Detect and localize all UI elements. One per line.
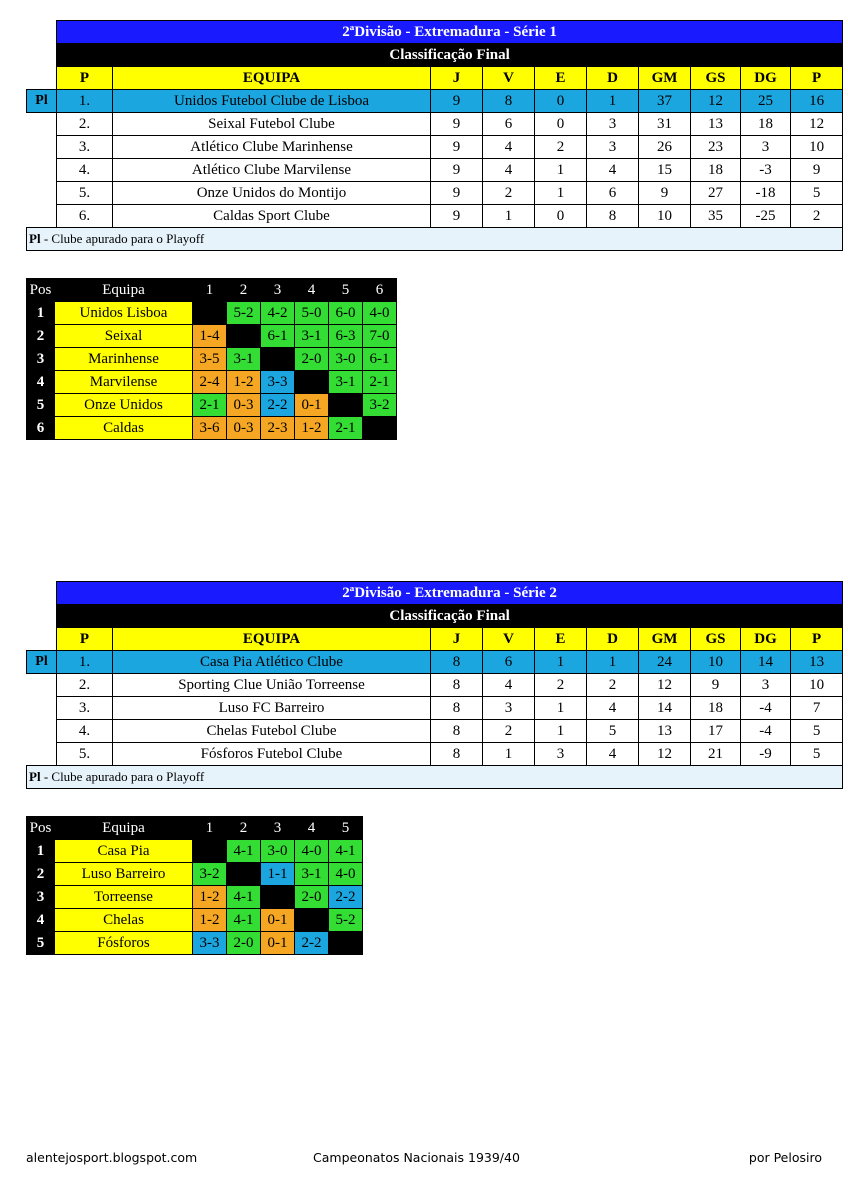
cell: 5. [57,182,113,205]
cell: 1. [57,90,113,113]
table-title: 2ªDivisão - Extremadura - Série 2 [57,582,843,605]
result-cell: 5-2 [329,909,363,932]
result-cell: 2-1 [329,417,363,440]
result-cell: 0-3 [227,417,261,440]
cell: 3 [587,113,639,136]
team-name: Luso Barreiro [55,863,193,886]
self-cell [329,932,363,955]
cell: 37 [639,90,691,113]
cell: 6 [483,651,535,674]
playoff-badge: Pl [27,90,57,113]
cell: 3 [587,136,639,159]
cell: 1 [535,159,587,182]
cell: 35 [691,205,741,228]
self-cell [261,348,295,371]
cell: 5 [587,720,639,743]
result-cell: 3-5 [193,348,227,371]
col-header: P [791,628,843,651]
team-name: Chelas [55,909,193,932]
result-cell: 1-4 [193,325,227,348]
cell: 9 [431,90,483,113]
position: 3 [27,886,55,909]
result-cell: 1-1 [261,863,295,886]
cell: 6. [57,205,113,228]
matrix-row [27,302,397,325]
cell: 2 [483,720,535,743]
cell: 26 [639,136,691,159]
team-name: Sporting Clue União Torreense [113,674,431,697]
position: 4 [27,909,55,932]
cell: 18 [691,697,741,720]
team-name: Torreense [55,886,193,909]
cell: 12 [639,674,691,697]
standings-table-serie-2 [26,581,843,789]
cell: 1 [535,651,587,674]
table-row [27,697,843,720]
cell: 24 [639,651,691,674]
cell: 9 [791,159,843,182]
cell: 10 [639,205,691,228]
table-row [27,743,843,766]
col-header: V [483,628,535,651]
cell: 8 [587,205,639,228]
team-name: Marinhense [55,348,193,371]
matrix-row [27,932,363,955]
result-cell: 2-0 [295,886,329,909]
result-cell: 2-3 [261,417,295,440]
cell: 4 [483,136,535,159]
position: 1 [27,840,55,863]
cell: 2. [57,674,113,697]
results-matrix-serie-2 [26,816,363,955]
team-header: Equipa [55,279,193,302]
footer-title: Campeonatos Nacionais 1939/40 [313,1150,520,1165]
col-header: J [431,67,483,90]
col-number: 4 [295,279,329,302]
cell: 3 [483,697,535,720]
cell: 2 [791,205,843,228]
cell: -9 [741,743,791,766]
cell: -4 [741,697,791,720]
cell: 8 [431,697,483,720]
cell: 8 [483,90,535,113]
result-cell: 3-2 [193,863,227,886]
self-cell [363,417,397,440]
result-cell: 2-1 [193,394,227,417]
table-subtitle: Classificação Final [57,605,843,628]
cell: 1 [535,720,587,743]
matrix-row [27,840,363,863]
col-header: P [57,67,113,90]
result-cell: 3-1 [227,348,261,371]
matrix-row [27,325,397,348]
cell: 3 [535,743,587,766]
cell: 3. [57,136,113,159]
team-name: Marvilense [55,371,193,394]
result-cell: 2-2 [329,886,363,909]
team-name: Chelas Futebol Clube [113,720,431,743]
cell: -25 [741,205,791,228]
result-cell: 3-1 [329,371,363,394]
col-number: 4 [295,817,329,840]
result-cell: 4-0 [329,863,363,886]
footer-author: por Pelosiro [748,1150,822,1165]
matrix-row [27,348,397,371]
self-cell [227,863,261,886]
cell: 27 [691,182,741,205]
col-number: 1 [193,279,227,302]
cell: 2 [483,182,535,205]
col-header: GM [639,628,691,651]
cell: 5 [791,720,843,743]
footer-site: alentejosport.blogspot.com [26,1150,198,1165]
result-cell: 4-0 [363,302,397,325]
result-cell: 6-3 [329,325,363,348]
col-number: 2 [227,279,261,302]
cell: 8 [431,651,483,674]
matrix-row [27,394,397,417]
col-header: EQUIPA [113,628,431,651]
team-name: Seixal Futebol Clube [113,113,431,136]
col-header: D [587,67,639,90]
team-name: Casa Pia [55,840,193,863]
matrix-row [27,886,363,909]
result-cell: 7-0 [363,325,397,348]
cell: 21 [691,743,741,766]
cell: 2. [57,113,113,136]
cell: 4 [587,743,639,766]
cell: 6 [587,182,639,205]
table-row [27,136,843,159]
position: 5 [27,394,55,417]
cell: 3 [741,136,791,159]
cell: 1 [587,651,639,674]
table-row [27,159,843,182]
result-cell: 1-2 [295,417,329,440]
result-cell: 4-2 [261,302,295,325]
self-cell [227,325,261,348]
col-header: P [791,67,843,90]
col-header: GM [639,67,691,90]
result-cell: 2-1 [363,371,397,394]
col-header: GS [691,628,741,651]
cell: 9 [691,674,741,697]
cell: 0 [535,113,587,136]
result-cell: 1-2 [193,909,227,932]
cell: 16 [791,90,843,113]
col-header: J [431,628,483,651]
team-header: Equipa [55,817,193,840]
header-row [27,628,843,651]
result-cell: 2-2 [261,394,295,417]
result-cell: 0-1 [261,909,295,932]
cell: 2 [535,136,587,159]
result-cell: 4-1 [227,909,261,932]
cell: 1 [483,743,535,766]
team-name: Casa Pia Atlético Clube [113,651,431,674]
cell: -3 [741,159,791,182]
cell: 2 [535,674,587,697]
col-number: 5 [329,817,363,840]
result-cell: 1-2 [227,371,261,394]
cell: 10 [791,136,843,159]
result-cell: 3-0 [329,348,363,371]
result-cell: 4-1 [227,886,261,909]
table-row [27,720,843,743]
legend-key: Pl [29,231,41,246]
playoff-legend [27,228,843,251]
cell: 8 [431,720,483,743]
result-cell: 0-1 [295,394,329,417]
cell: 8 [431,743,483,766]
cell: 3. [57,697,113,720]
position: 5 [27,932,55,955]
cell: 13 [791,651,843,674]
cell: 9 [431,113,483,136]
result-cell: 3-1 [295,325,329,348]
result-cell: 1-2 [193,886,227,909]
table-row [27,90,843,113]
cell: 9 [431,136,483,159]
team-name: Luso FC Barreiro [113,697,431,720]
cell: 9 [431,182,483,205]
cell: 15 [639,159,691,182]
result-cell: 2-0 [295,348,329,371]
matrix-row [27,371,397,394]
team-name: Caldas Sport Clube [113,205,431,228]
matrix-row [27,417,397,440]
result-cell: 4-0 [295,840,329,863]
cell: 4 [587,159,639,182]
cell: 12 [639,743,691,766]
cell: 10 [691,651,741,674]
pos-header: Pos [27,817,55,840]
cell: 8 [431,674,483,697]
pos-header: Pos [27,279,55,302]
result-cell: 3-3 [261,371,295,394]
col-number: 3 [261,279,295,302]
cell: 4 [483,159,535,182]
cell: 9 [431,205,483,228]
cell: -18 [741,182,791,205]
cell: 17 [691,720,741,743]
cell: 14 [741,651,791,674]
result-cell: 3-1 [295,863,329,886]
team-name: Unidos Futebol Clube de Lisboa [113,90,431,113]
cell: 1 [535,182,587,205]
result-cell: 2-2 [295,932,329,955]
team-name: Fósforos [55,932,193,955]
table-row [27,113,843,136]
team-name: Atlético Clube Marvilense [113,159,431,182]
header-row [27,67,843,90]
team-name: Fósforos Futebol Clube [113,743,431,766]
results-matrix-serie-1 [26,278,397,440]
team-name: Onze Unidos do Montijo [113,182,431,205]
standings-table-serie-1 [26,20,843,251]
cell: 18 [691,159,741,182]
result-cell: 0-3 [227,394,261,417]
cell: 3 [741,674,791,697]
legend-text: - Clube apurado para o Playoff [40,769,205,784]
self-cell [329,394,363,417]
self-cell [193,302,227,325]
col-header: DG [741,67,791,90]
cell: 13 [639,720,691,743]
result-cell: 5-2 [227,302,261,325]
cell: 4. [57,159,113,182]
team-name: Unidos Lisboa [55,302,193,325]
result-cell: 0-1 [261,932,295,955]
result-cell: 6-0 [329,302,363,325]
self-cell [295,909,329,932]
result-cell: 3-6 [193,417,227,440]
result-cell: 3-3 [193,932,227,955]
result-cell: 4-1 [227,840,261,863]
result-cell: 2-0 [227,932,261,955]
team-name: Seixal [55,325,193,348]
result-cell: 4-1 [329,840,363,863]
result-cell: 6-1 [363,348,397,371]
cell: 10 [791,674,843,697]
matrix-row [27,863,363,886]
self-cell [193,840,227,863]
position: 1 [27,302,55,325]
result-cell: 3-2 [363,394,397,417]
position: 4 [27,371,55,394]
col-header: EQUIPA [113,67,431,90]
cell: 9 [431,159,483,182]
cell: 1. [57,651,113,674]
table-row [27,674,843,697]
table-title: 2ªDivisão - Extremadura - Série 1 [57,21,843,44]
cell: 6 [483,113,535,136]
cell: 0 [535,90,587,113]
table-row [27,182,843,205]
result-cell: 5-0 [295,302,329,325]
cell: 4 [587,697,639,720]
col-header: P [57,628,113,651]
team-name: Onze Unidos [55,394,193,417]
cell: 4. [57,720,113,743]
cell: 23 [691,136,741,159]
cell: 14 [639,697,691,720]
legend-text: - Clube apurado para o Playoff [40,231,205,246]
legend-key: Pl [29,769,41,784]
position: 2 [27,325,55,348]
col-header: DG [741,628,791,651]
position: 3 [27,348,55,371]
cell: 1 [535,697,587,720]
table-row [27,651,843,674]
col-number: 6 [363,279,397,302]
cell: 1 [483,205,535,228]
position: 6 [27,417,55,440]
cell: 7 [791,697,843,720]
position: 2 [27,863,55,886]
cell: 31 [639,113,691,136]
playoff-badge: Pl [27,651,57,674]
cell: 5 [791,743,843,766]
cell: 18 [741,113,791,136]
cell: 12 [791,113,843,136]
table-row [27,205,843,228]
cell: -4 [741,720,791,743]
result-cell: 3-0 [261,840,295,863]
cell: 0 [535,205,587,228]
team-name: Atlético Clube Marinhense [113,136,431,159]
cell: 1 [587,90,639,113]
matrix-row [27,909,363,932]
col-number: 5 [329,279,363,302]
cell: 5 [791,182,843,205]
col-number: 3 [261,817,295,840]
table-subtitle: Classificação Final [57,44,843,67]
cell: 4 [483,674,535,697]
col-header: D [587,628,639,651]
playoff-legend [27,766,843,789]
col-header: E [535,628,587,651]
cell: 25 [741,90,791,113]
result-cell: 2-4 [193,371,227,394]
cell: 2 [587,674,639,697]
self-cell [295,371,329,394]
cell: 9 [639,182,691,205]
col-header: V [483,67,535,90]
cell: 5. [57,743,113,766]
col-header: GS [691,67,741,90]
team-name: Caldas [55,417,193,440]
col-header: E [535,67,587,90]
cell: 12 [691,90,741,113]
col-number: 2 [227,817,261,840]
self-cell [261,886,295,909]
cell: 13 [691,113,741,136]
col-number: 1 [193,817,227,840]
result-cell: 6-1 [261,325,295,348]
